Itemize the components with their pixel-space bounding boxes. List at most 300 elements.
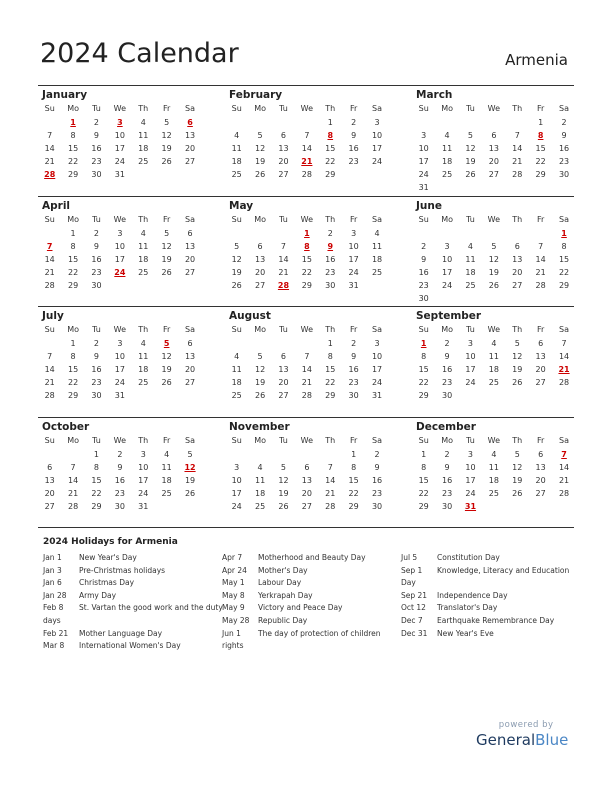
holidays-title: 2024 Holidays for Armenia — [43, 537, 178, 547]
weekday-label: We — [300, 214, 314, 224]
day-cell: 15 — [348, 475, 359, 485]
day-cell: 7 — [327, 462, 333, 472]
day-cell: 19 — [161, 365, 172, 374]
weekday-label: Tu — [466, 435, 475, 445]
weekday-label: Fr — [349, 325, 358, 334]
month-name: September — [416, 310, 482, 322]
day-cell: 23 — [441, 488, 453, 498]
weekday-label: Su — [44, 104, 55, 113]
day-cell: 8 — [421, 352, 427, 361]
day-cell: 27 — [535, 488, 546, 498]
day-cell: 8 — [70, 241, 76, 251]
weekday-header — [412, 102, 576, 116]
weekday-header — [225, 323, 389, 337]
day-cell: 18 — [161, 475, 172, 485]
weekday-label: Sa — [185, 325, 196, 334]
day-cell: 16 — [348, 144, 359, 153]
day-cell: 24 — [371, 378, 383, 387]
day-cell: 26 — [161, 267, 172, 277]
holiday-name: Yerkrapah Day — [258, 590, 313, 600]
weekday-label: Su — [418, 325, 429, 334]
holiday-day: 28 — [277, 280, 290, 290]
day-cell: 11 — [138, 352, 149, 361]
empty-cell — [459, 116, 482, 129]
holiday-date: Sep 21 — [401, 590, 428, 600]
day-cell: 26 — [161, 157, 172, 166]
month-name: February — [229, 89, 283, 101]
month-name: May — [229, 199, 254, 212]
day-cell: 12 — [488, 254, 499, 264]
day-cell: 28 — [44, 391, 55, 400]
day-cell: 4 — [234, 131, 240, 140]
empty-cell — [61, 448, 84, 461]
holiday-item — [43, 640, 223, 653]
day-cell: 9 — [117, 462, 123, 472]
day-cell: 3 — [117, 228, 123, 238]
day-cell: 28 — [301, 391, 312, 400]
weekday-label: Sa — [372, 214, 383, 224]
day-cell: 29 — [325, 391, 336, 400]
day-cell: 19 — [254, 157, 266, 166]
month-december — [412, 418, 576, 513]
day-cell: 7 — [47, 131, 53, 140]
day-cell: 4 — [140, 339, 146, 348]
holiday-day: 12 — [184, 462, 196, 472]
day-cell: 26 — [465, 170, 476, 179]
day-cell: 31 — [418, 183, 429, 192]
weekday-header — [38, 213, 202, 227]
empty-cell — [225, 448, 248, 461]
holiday-item — [401, 602, 581, 615]
weekday-label: Mo — [254, 325, 266, 334]
holiday-day: 7 — [561, 449, 567, 459]
weekday-label: Su — [231, 325, 242, 334]
day-grid — [225, 448, 389, 513]
weekday-label: Mo — [67, 435, 79, 445]
holiday-item — [401, 628, 581, 641]
day-cell: 8 — [70, 352, 76, 361]
day-cell: 17 — [465, 475, 476, 485]
day-cell: 23 — [91, 157, 102, 166]
holiday-name: Independence Day — [437, 590, 508, 600]
weekday-label: Mo — [67, 214, 79, 224]
day-cell: 25 — [138, 267, 149, 277]
day-cell: 4 — [467, 241, 474, 251]
weekday-label: Th — [512, 325, 523, 334]
day-cell: 17 — [418, 157, 429, 166]
weekday-label: Th — [138, 435, 149, 445]
holiday-day: 1 — [420, 339, 427, 348]
weekday-label: Fr — [162, 214, 171, 224]
day-cell: 24 — [465, 378, 476, 387]
day-cell: 20 — [512, 267, 523, 277]
holiday-date: Apr 24 — [222, 565, 247, 575]
weekday-label: Tu — [466, 325, 475, 334]
day-cell: 13 — [184, 241, 196, 251]
weekday-label: Fr — [349, 104, 358, 113]
weekday-label: Sa — [185, 104, 196, 113]
day-cell: 13 — [535, 352, 546, 361]
day-cell: 6 — [280, 352, 287, 361]
day-cell: 27 — [278, 391, 289, 400]
holiday-date: Sep 1 — [401, 565, 423, 575]
weekday-label: Sa — [185, 435, 196, 445]
day-cell: 14 — [44, 254, 55, 264]
day-cell: 29 — [325, 170, 336, 179]
weekday-label: Sa — [559, 325, 570, 334]
month-january — [38, 86, 202, 181]
day-cell: 15 — [325, 144, 336, 153]
holiday-day: 28 — [44, 170, 56, 179]
holiday-name: Christmas Day — [79, 578, 135, 588]
weekday-label: We — [487, 214, 501, 224]
day-cell: 7 — [280, 241, 287, 251]
holiday-name: Motherhood and Beauty Day — [258, 553, 366, 562]
empty-cell — [272, 448, 295, 461]
day-cell: 22 — [301, 267, 312, 277]
day-cell: 28 — [558, 378, 570, 387]
day-cell: 3 — [140, 449, 146, 459]
day-cell: 25 — [488, 488, 499, 498]
day-cell: 11 — [488, 352, 499, 361]
holiday-item — [222, 565, 402, 578]
weekday-label: Fr — [349, 435, 358, 445]
day-cell: 22 — [558, 267, 570, 277]
day-cell: 10 — [114, 352, 125, 361]
day-cell: 6 — [538, 449, 544, 459]
day-cell: 22 — [67, 157, 79, 166]
weekday-label: Su — [44, 325, 55, 334]
day-cell: 16 — [418, 267, 429, 277]
day-cell: 22 — [418, 378, 429, 387]
empty-cell — [38, 337, 61, 350]
empty-cell — [248, 227, 271, 240]
weekday-label: Mo — [67, 325, 79, 334]
day-cell: 4 — [491, 339, 497, 348]
weekday-label: Sa — [559, 435, 570, 445]
day-cell: 24 — [465, 488, 476, 498]
day-cell: 19 — [488, 267, 499, 277]
day-cell: 15 — [91, 475, 102, 485]
day-cell: 28 — [325, 501, 336, 511]
brand-logo — [476, 720, 568, 749]
holiday-name: Constitution Day — [437, 553, 500, 562]
day-cell: 23 — [91, 378, 102, 387]
day-cell: 9 — [444, 462, 450, 472]
month-august — [225, 307, 389, 402]
weekday-label: Th — [325, 104, 336, 113]
day-cell: 3 — [467, 339, 474, 348]
day-cell: 19 — [512, 365, 523, 374]
day-cell: 6 — [47, 462, 53, 472]
holiday-date: Apr 7 — [222, 553, 243, 562]
day-cell: 22 — [418, 488, 429, 498]
day-cell: 23 — [418, 280, 429, 290]
day-cell: 24 — [138, 488, 149, 498]
day-cell: 4 — [140, 118, 146, 127]
calendar-grid — [38, 85, 574, 528]
holiday-date: Dec 31 — [401, 628, 428, 638]
weekday-label: Su — [418, 104, 429, 113]
day-cell: 22 — [67, 378, 79, 387]
day-cell: 2 — [561, 118, 567, 127]
holiday-item — [401, 552, 581, 565]
holiday-name: Mother's Day — [258, 565, 308, 575]
day-cell: 14 — [558, 462, 570, 472]
day-cell: 18 — [138, 365, 149, 374]
calendar-title: 2024 Calendar — [40, 38, 239, 69]
day-cell: 14 — [558, 352, 570, 361]
day-cell: 5 — [514, 339, 520, 348]
weekday-label: Tu — [92, 214, 101, 224]
day-cell: 16 — [91, 254, 102, 264]
day-cell: 29 — [348, 501, 359, 511]
day-cell: 22 — [67, 267, 79, 277]
holiday-date: Jun 1 — [222, 628, 241, 638]
empty-cell — [482, 227, 505, 240]
day-cell: 5 — [257, 131, 263, 140]
empty-cell — [506, 227, 529, 240]
empty-cell — [248, 116, 271, 129]
holiday-name: Victory and Peace Day — [258, 603, 343, 613]
day-cell: 29 — [418, 501, 429, 511]
day-cell: 26 — [488, 280, 499, 290]
weekday-label: We — [113, 325, 127, 334]
weekday-label: Su — [231, 104, 242, 113]
month-september — [412, 307, 576, 402]
day-cell: 11 — [231, 144, 242, 153]
empty-cell — [225, 337, 248, 350]
holiday-date: Feb 8 — [43, 603, 64, 613]
day-cell: 8 — [70, 131, 76, 140]
day-cell: 13 — [44, 475, 55, 485]
holiday-item — [43, 552, 223, 565]
month-march — [412, 86, 576, 194]
holiday-date: Jan 1 — [43, 553, 62, 562]
day-cell: 11 — [138, 131, 149, 140]
day-cell: 9 — [374, 462, 380, 472]
day-cell: 14 — [278, 254, 289, 264]
day-cell: 25 — [441, 170, 453, 179]
day-cell: 2 — [93, 228, 100, 238]
day-cell: 18 — [371, 254, 383, 264]
weekday-label: We — [113, 435, 127, 445]
country-name: Armenia — [505, 51, 568, 69]
day-cell: 22 — [325, 378, 336, 387]
day-cell: 5 — [467, 131, 474, 140]
day-cell: 4 — [444, 131, 450, 140]
day-cell: 6 — [187, 339, 193, 348]
day-cell: 5 — [257, 352, 263, 361]
weekday-label: We — [113, 104, 127, 113]
day-cell: 4 — [257, 462, 263, 472]
weekday-label: Fr — [536, 435, 545, 445]
holiday-day: 24 — [114, 267, 126, 277]
month-name: June — [416, 199, 442, 212]
day-cell: 30 — [91, 280, 102, 290]
day-cell: 28 — [44, 280, 55, 290]
holiday-day: 5 — [163, 339, 170, 348]
month-february — [225, 86, 389, 181]
day-cell: 24 — [371, 157, 383, 166]
day-cell: 30 — [325, 280, 336, 290]
day-cell: 7 — [304, 131, 310, 140]
day-cell: 28 — [67, 501, 79, 511]
day-cell: 23 — [348, 378, 359, 387]
day-cell: 16 — [91, 144, 102, 153]
weekday-header — [225, 213, 389, 227]
day-cell: 9 — [93, 352, 100, 361]
holiday-item — [43, 628, 223, 641]
day-cell: 2 — [444, 449, 450, 459]
holiday-item — [401, 615, 581, 628]
weekday-label: Mo — [254, 214, 266, 224]
day-grid — [225, 116, 389, 181]
day-cell: 9 — [351, 131, 357, 140]
holiday-date: Jan 3 — [43, 565, 62, 575]
day-cell: 24 — [114, 157, 125, 166]
holiday-item — [222, 615, 402, 628]
day-cell: 14 — [325, 475, 336, 485]
day-grid — [38, 227, 202, 292]
day-cell: 19 — [184, 475, 196, 485]
day-cell: 27 — [184, 267, 196, 277]
day-cell: 27 — [184, 157, 196, 166]
day-cell: 16 — [325, 254, 336, 264]
day-cell: 23 — [91, 267, 102, 277]
day-cell: 21 — [301, 378, 312, 387]
day-cell: 1 — [421, 449, 427, 459]
day-cell: 10 — [114, 241, 125, 251]
day-cell: 19 — [512, 475, 523, 485]
day-cell: 6 — [187, 228, 193, 238]
day-cell: 11 — [231, 365, 242, 374]
holidays-column-1 — [43, 552, 223, 653]
month-name: April — [42, 199, 71, 212]
day-cell: 12 — [512, 462, 523, 472]
powered-by-label: powered by — [498, 720, 554, 730]
day-cell: 9 — [93, 241, 100, 251]
weekday-label: Th — [138, 214, 149, 224]
day-cell: 10 — [441, 254, 453, 264]
day-cell: 30 — [441, 501, 453, 511]
day-cell: 8 — [421, 462, 427, 472]
weekday-label: Fr — [349, 214, 358, 224]
day-cell: 10 — [114, 131, 125, 140]
weekday-header — [225, 434, 389, 448]
holiday-item — [222, 628, 402, 653]
holiday-date: May 9 — [222, 603, 245, 613]
day-cell: 30 — [91, 170, 102, 179]
day-cell: 2 — [93, 339, 100, 348]
day-cell: 27 — [301, 501, 312, 511]
holiday-name: St. Vartan the good work and the duty days — [43, 603, 223, 625]
holiday-name: Republic Day — [258, 615, 308, 625]
day-cell: 14 — [512, 144, 523, 153]
empty-cell — [248, 448, 271, 461]
day-cell: 6 — [304, 462, 310, 472]
holiday-name: International Women's Day — [79, 641, 181, 651]
day-cell: 5 — [187, 449, 193, 459]
weekday-label: We — [487, 104, 501, 113]
day-cell: 29 — [418, 391, 429, 400]
empty-cell — [295, 116, 318, 129]
holiday-item — [222, 552, 402, 565]
day-cell: 23 — [441, 378, 453, 387]
day-cell: 4 — [140, 228, 146, 238]
day-cell: 15 — [67, 365, 79, 374]
day-cell: 19 — [161, 144, 172, 153]
holiday-date: May 8 — [222, 590, 245, 600]
day-cell: 14 — [67, 475, 79, 485]
day-cell: 18 — [441, 157, 453, 166]
day-cell: 1 — [70, 339, 76, 348]
day-cell: 14 — [301, 365, 312, 374]
day-cell: 5 — [514, 449, 520, 459]
holiday-date: Jul 5 — [401, 553, 418, 562]
day-cell: 15 — [558, 254, 570, 264]
weekday-label: Mo — [441, 325, 453, 334]
weekday-label: Fr — [536, 214, 545, 224]
day-cell: 23 — [558, 157, 570, 166]
empty-cell — [272, 227, 295, 240]
day-cell: 17 — [114, 365, 125, 374]
day-cell: 25 — [488, 378, 499, 387]
day-cell: 27 — [488, 170, 499, 179]
empty-cell — [38, 448, 61, 461]
day-cell: 21 — [558, 475, 570, 485]
weekday-header — [412, 213, 576, 227]
empty-cell — [225, 116, 248, 129]
day-cell: 1 — [327, 118, 333, 127]
weekday-label: Th — [512, 214, 523, 224]
weekday-header — [38, 323, 202, 337]
empty-cell — [225, 227, 248, 240]
day-cell: 13 — [278, 144, 289, 153]
day-cell: 17 — [371, 365, 383, 374]
day-cell: 3 — [374, 118, 380, 127]
holiday-item — [222, 602, 402, 615]
day-cell: 8 — [561, 241, 567, 251]
day-cell: 28 — [558, 488, 570, 498]
day-cell: 25 — [254, 501, 266, 511]
day-cell: 13 — [301, 475, 312, 485]
weekday-label: Fr — [162, 325, 171, 334]
day-cell: 3 — [117, 339, 123, 348]
day-cell: 22 — [91, 488, 102, 498]
day-cell: 7 — [47, 352, 53, 361]
day-cell: 26 — [231, 280, 242, 290]
day-cell: 5 — [234, 241, 240, 251]
day-cell: 10 — [138, 462, 149, 472]
day-cell: 30 — [371, 501, 383, 511]
day-cell: 13 — [278, 365, 289, 374]
month-june — [412, 197, 576, 305]
day-cell: 16 — [114, 475, 125, 485]
weekday-label: We — [487, 435, 501, 445]
day-cell: 6 — [280, 131, 287, 140]
day-cell: 18 — [138, 254, 149, 264]
day-cell: 29 — [67, 280, 79, 290]
day-cell: 20 — [278, 378, 289, 387]
day-cell: 22 — [348, 488, 359, 498]
day-cell: 9 — [444, 352, 450, 361]
holiday-item — [401, 590, 581, 603]
day-cell: 7 — [304, 352, 310, 361]
weekday-label: Tu — [92, 104, 101, 113]
holiday-date: Feb 21 — [43, 628, 69, 638]
month-april — [38, 197, 202, 292]
